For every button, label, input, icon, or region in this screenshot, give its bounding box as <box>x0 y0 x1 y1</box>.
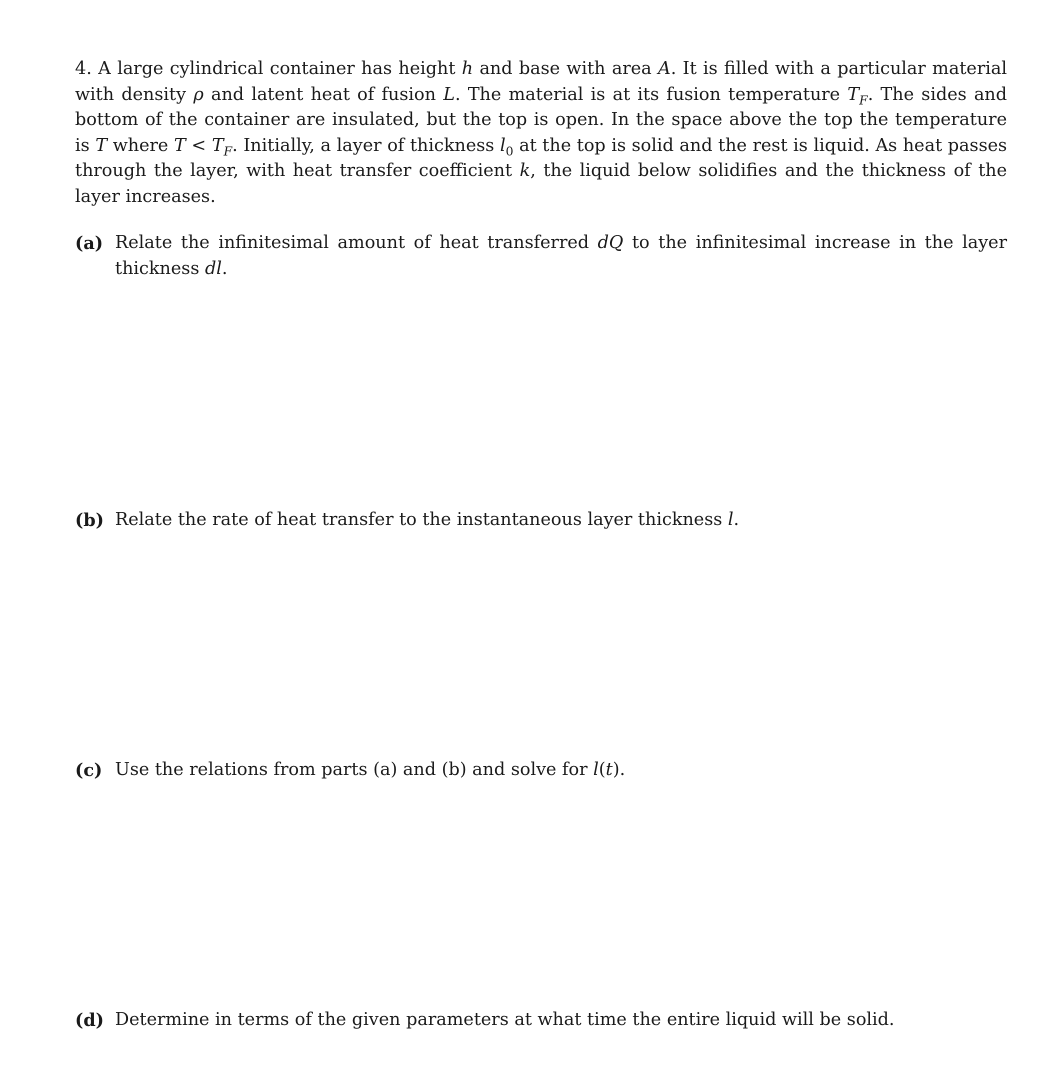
math-TF-sub: F <box>223 144 233 159</box>
math-T: T <box>95 135 108 156</box>
math-TF: T <box>211 135 224 156</box>
math-TF: T <box>847 84 860 105</box>
math-dl: dl <box>204 258 222 279</box>
problem-text: at the top is solid and the rest is liquid. As heat passes through the layer, with heat transfer coefficient <box>75 135 1008 181</box>
math-A: A <box>657 59 671 79</box>
problem-text: , the liquid below solidifies and the thickness of the layer increases. <box>75 161 1008 207</box>
math-TF-sub: F <box>859 93 868 108</box>
math-t: t <box>605 760 613 780</box>
math-dQ: dQ <box>597 233 624 253</box>
part-c-text: Use the relations from parts (a) and (b) and solve for l(t). <box>115 760 626 780</box>
part-c-label: (c) <box>75 760 103 781</box>
part-a <box>75 231 1007 282</box>
problem-text: . The sides and bottom of the container are insulated, but the top is open. In the space above the top the temperature is <box>75 84 1008 156</box>
math-T: T <box>174 135 186 156</box>
problem-number: 4. <box>75 59 92 79</box>
math-h: h <box>461 59 474 79</box>
problem-text: . The material is at its fusion temperature <box>454 84 841 105</box>
math-l: l <box>727 510 734 530</box>
part-a-text: Relate the infinitesimal amount of heat transferred dQ to the infinitesimal increase in the layer thickness dl. <box>115 233 1007 279</box>
math-l0: l <box>499 135 506 156</box>
problem-statement <box>75 57 1007 210</box>
math-l-of-t: l <box>593 760 599 780</box>
math-less-than: < <box>191 135 207 156</box>
problem-text: A large cylindrical container has height <box>98 59 456 79</box>
part-d-label: (d) <box>75 1010 104 1031</box>
math-L: L <box>443 84 455 105</box>
part-b-text: Relate the rate of heat transfer to the instantaneous layer thickness l. <box>115 510 740 530</box>
math-l0-sub: 0 <box>505 144 514 159</box>
part-c <box>75 758 1007 784</box>
part-d-text: Determine in terms of the given parameters at what time the entire liquid will be solid. <box>115 1010 895 1030</box>
problem-text: and latent heat of fusion <box>210 84 436 105</box>
part-b-label: (b) <box>75 510 104 531</box>
problem-text: where <box>112 135 169 156</box>
part-d <box>75 1008 1007 1034</box>
problem-text: and base with area <box>479 59 652 79</box>
problem-text: . Initially, a layer of thickness <box>232 135 495 156</box>
problem-text: . It is filled with a particular material with density <box>75 59 1007 105</box>
math-rho: ρ <box>193 84 204 105</box>
part-a-label: (a) <box>75 233 104 254</box>
part-b <box>75 508 1007 534</box>
math-k: k <box>519 161 531 181</box>
